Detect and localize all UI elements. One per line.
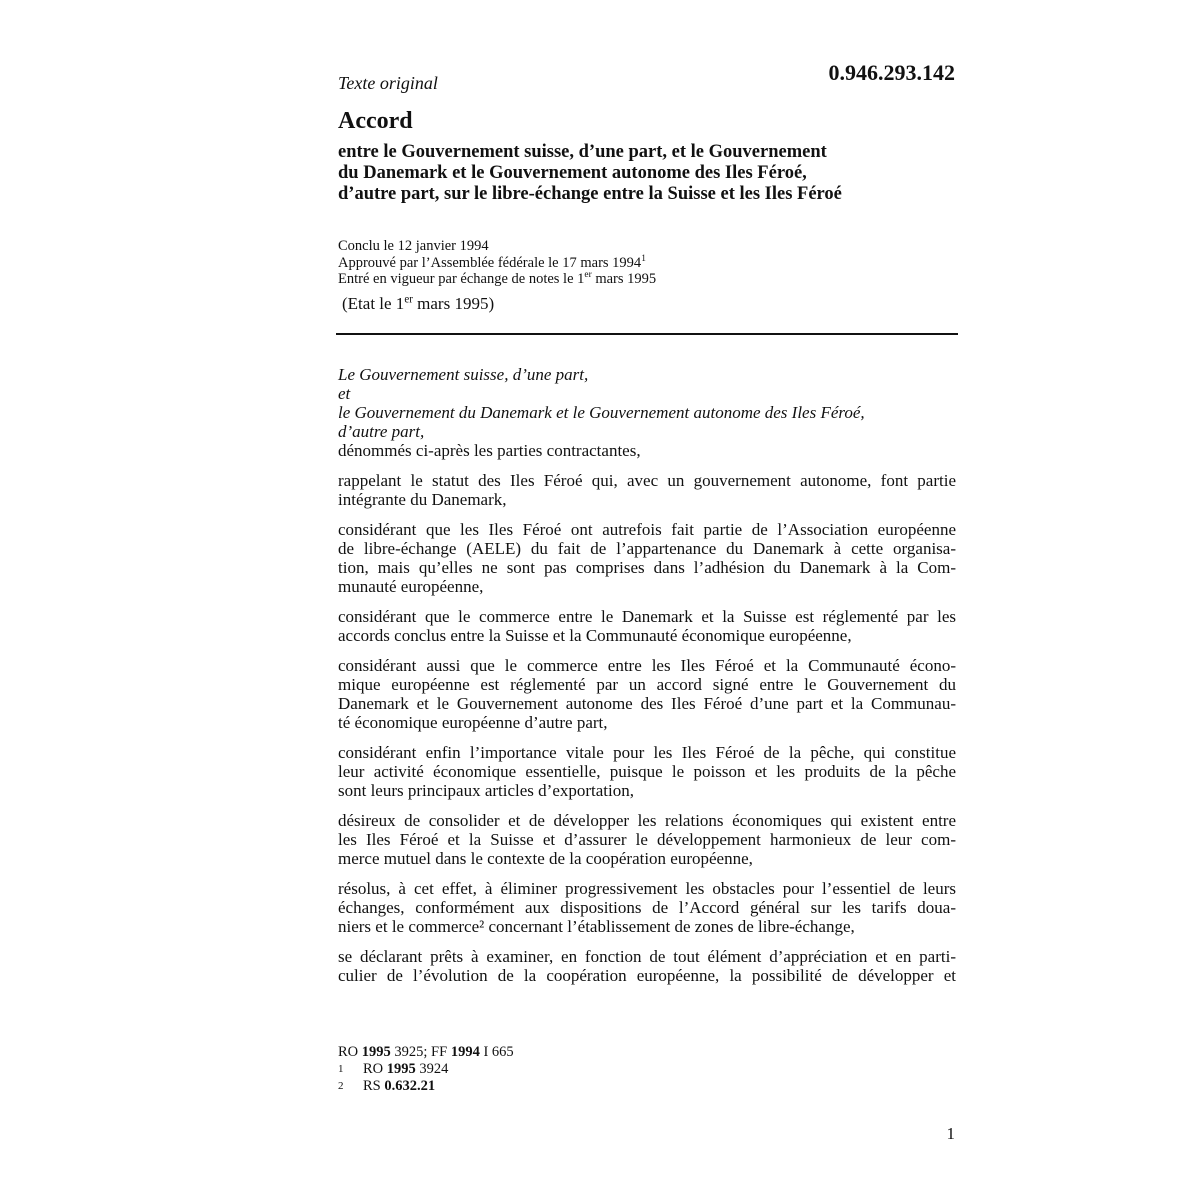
dates-block xyxy=(338,238,656,288)
footnotes xyxy=(338,1044,514,1095)
subtitle xyxy=(338,142,958,205)
preamble-parties: Le Gouvernement suisse, d’une part, et le Gouvernement du Danemark et le Gouvernement autonome des Iles Féroé, d’autre part, xyxy=(338,365,865,441)
reference-number: 0.946.293.142 xyxy=(828,60,955,85)
paragraph: désireux de consolider et de développer les relations économiques qui existent entre les Iles Féroé et la Suisse et d’assurer le développement harmonieux de leur com- merce mutuel dans le contexte de la coopération européenne, xyxy=(338,811,956,868)
preamble-body xyxy=(338,365,956,985)
page-number: 1 xyxy=(946,1124,955,1143)
approved-date: Approuvé par l’Assemblée fédérale le 17 mars 1994$^1$ xyxy=(338,253,646,271)
paragraph: considérant enfin l’importance vitale pour les Iles Féroé de la pêche, qui constitue leur activité économique essentielle, puisque le poisson et les produits de la pêche sont leurs principaux articles d’exportation, xyxy=(338,743,956,800)
concluded-date: Conclu le 12 janvier 1994 xyxy=(338,238,489,254)
page-title: Accord xyxy=(338,108,413,134)
subtitle-line: entre le Gouvernement suisse, d’une part, et le Gouvernement xyxy=(338,142,827,162)
source-reference: RO 1995 3925; FF 1994 I 665 xyxy=(338,1044,514,1060)
subtitle-line: du Danemark et le Gouvernement autonome des Iles Féroé, xyxy=(338,163,807,183)
paragraph: considérant aussi que le commerce entre les Iles Féroé et la Communauté écono- mique européenne est réglementé par un accord signé entre le Gouvernement du Danemark et le Gouvernement autonome des Iles Féroé d’une part et la Communau- té économique européenne d’autre part, xyxy=(338,656,956,732)
paragraph: considérant que les Iles Féroé ont autrefois fait partie de l’Association européenne de libre-échange (AELE) du fait de l’appartenance du Danemark à cette organisa- tion, mais qu’elles ne sont pas comprises dans l’adhésion du Danemark à la Com- munauté européenne, xyxy=(338,520,956,596)
in-force-date: Entré en vigueur par échange de notes le 1er mars 1995 xyxy=(338,270,657,287)
preamble-designation: dénommés ci-après les parties contractantes, xyxy=(338,441,641,460)
paragraph: considérant que le commerce entre le Danemark et la Suisse est réglementé par les accords conclus entre la Suisse et la Communauté économique européenne, xyxy=(338,607,956,645)
subtitle-line: d’autre part, sur le libre-échange entre la Suisse et les Iles Féroé xyxy=(338,184,842,204)
paragraph: rappelant le statut des Iles Féroé qui, avec un gouvernement autonome, font partie intégrante du Danemark, xyxy=(338,471,956,509)
original-text-label: Texte original xyxy=(338,73,438,93)
paragraph: se déclarant prêts à examiner, en fonction de tout élément d’appréciation et en parti- culier de l’évolution de la coopération européenne, la possibilité de développer et xyxy=(338,947,956,985)
footnote-2: 2 RS 0.632.21 xyxy=(338,1078,436,1094)
footnote-ref[interactable]: 1 xyxy=(641,253,646,264)
footnote-1: 1 RO 1995 3924 xyxy=(338,1061,449,1077)
divider xyxy=(336,333,958,335)
status-date: (Etat le 1er mars 1995) xyxy=(342,293,495,313)
paragraph: résolus, à cet effet, à éliminer progressivement les obstacles pour l’essentiel de leurs échanges, conformément aux dispositions de l’Accord général sur les tarifs doua- niers et le commerce² concernant l’établissement de zones de libre-échange, xyxy=(338,879,956,936)
